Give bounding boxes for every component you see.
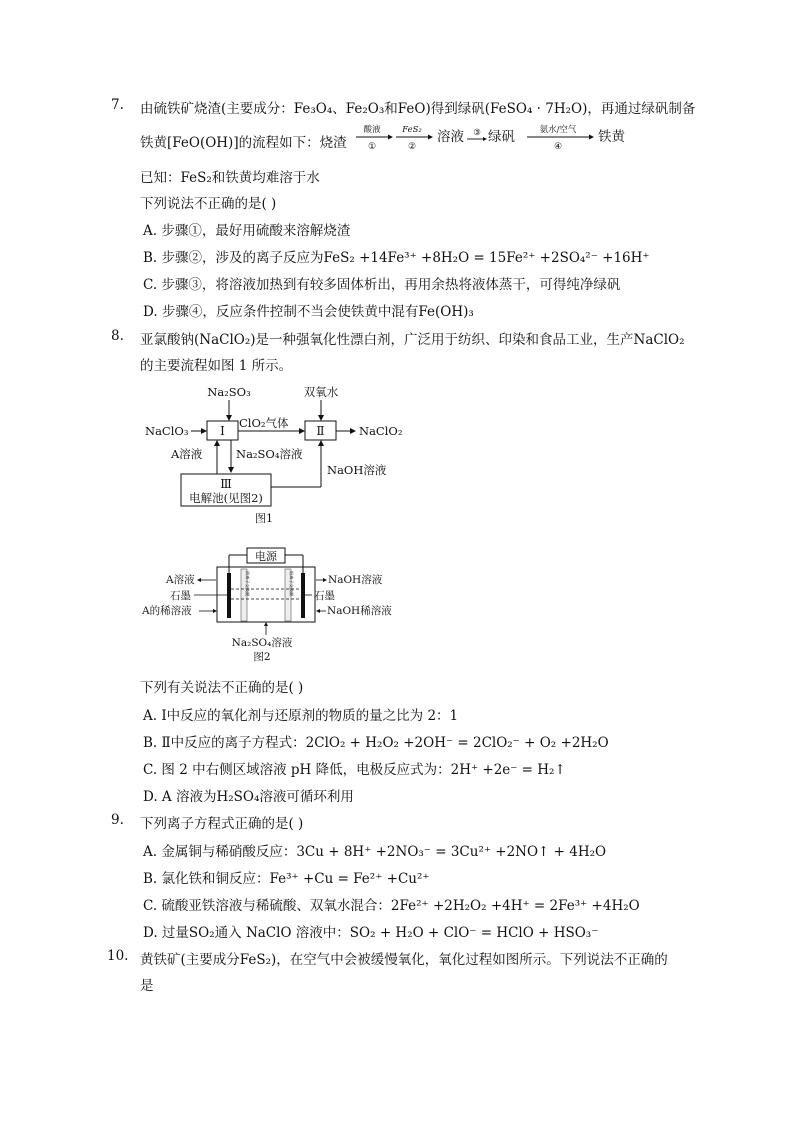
flow-node: 铁黄 — [598, 129, 625, 145]
stream-label: A溶液 — [171, 447, 203, 461]
question-stem: 下列说法不正确的是( ) — [140, 196, 277, 212]
membrane-label: 阳离子交换膜 — [289, 571, 294, 597]
flow-prefix: 铁黄[FeO(OH)]的流程如下：烧渣 — [140, 135, 347, 151]
option-d: D. 步骤④，反应条件控制不当会使铁黄中混有Fe(OH)₃ — [143, 304, 474, 320]
option-a: A. 步骤①，最好用硫酸来溶解烧渣 — [143, 223, 351, 239]
arrow-label: 酸液 — [363, 125, 381, 135]
step-label: ③ — [473, 128, 481, 138]
question-text: 亚氯酸钠(NaClO₂)是一种强氧化性漂白剂，广泛用于纺织、印染和食品工业，生产NaClO₂ — [140, 332, 685, 348]
option-c: C. 硫酸亚铁溶液与稀硫酸、双氧水混合：2Fe²⁺ +2H₂O₂ +4H⁺ = 2Fe³⁺ +4H₂O — [143, 898, 640, 914]
reactor-label: 电解池(见图2) — [189, 491, 263, 505]
option-a: A. 金属铜与稀硝酸反应：3Cu + 8H⁺ +2NO₃⁻ = 3Cu²⁺ +2NO↑ + 4H₂O — [143, 844, 607, 860]
membrane-label: 阴离子交换膜 — [245, 571, 250, 597]
question-text: 是 — [140, 978, 154, 994]
figure-caption: 图2 — [253, 651, 271, 663]
power-label: 电源 — [255, 550, 277, 563]
stream-label: A溶液 — [166, 574, 195, 586]
question-number: 7. — [111, 97, 124, 113]
electrode-label: 石墨 — [314, 590, 335, 602]
reagent-label: 双氧水 — [303, 385, 339, 399]
option-a: A. Ⅰ中反应的氧化剂与还原剂的物质的量之比为 2：1 — [143, 708, 459, 724]
electrode-label: 石墨 — [170, 590, 191, 602]
stream-label: Na₂SO₄溶液 — [231, 637, 293, 649]
question-text: 由硫铁矿烧渣(主要成分：Fe₃O₄、Fe₂O₃和FeO)得到绿矾(FeSO₄ · 7H₂O)，再通过绿矾制备 — [140, 101, 696, 117]
reagent-label: Na₂SO₃ — [207, 385, 251, 399]
stream-label: Na₂SO₄溶液 — [236, 447, 303, 461]
graphite-electrode-left — [227, 573, 231, 618]
question-number: 9. — [111, 812, 124, 828]
option-c: C. 步骤③，将溶液加热到有较多固体析出，再用余热将液体蒸干，可得纯净绿矾 — [143, 277, 621, 293]
product-label: NaClO₂ — [359, 424, 403, 438]
flow-diagram — [355, 122, 715, 156]
graphite-electrode-right — [301, 573, 305, 618]
step-label: ④ — [553, 142, 563, 152]
cell-tank — [217, 567, 315, 622]
figure-caption: 图1 — [255, 512, 273, 525]
option-b: B. 氯化铁和铜反应：Fe³⁺ +Cu = Fe²⁺ +Cu²⁺ — [143, 871, 430, 887]
reactor-label: Ⅲ — [220, 477, 232, 491]
question-stem: 下列有关说法不正确的是( ) — [140, 680, 304, 696]
flow-node: 溶液 — [437, 129, 464, 145]
option-d: D. A 溶液为H₂SO₄溶液可循环利用 — [143, 789, 354, 805]
figure-1-flowchart — [140, 378, 430, 528]
gas-label: ClO₂气体 — [239, 416, 289, 430]
question-text: 黄铁矿(主要成分FeS₂)，在空气中会被缓慢氧化，氧化过程如图所示。下列说法不正确的 — [140, 952, 668, 968]
stream-label: NaOH溶液 — [327, 463, 387, 477]
stream-label: NaOH溶液 — [328, 574, 383, 586]
reactor-label: Ⅱ — [316, 424, 325, 438]
question-number: 10. — [107, 948, 129, 964]
known-condition: 已知：FeS₂和铁黄均难溶于水 — [140, 170, 320, 186]
option-c: C. 图 2 中右侧区域溶液 pH 降低，电极反应式为：2H⁺ +2e⁻ = H₂↑ — [143, 762, 566, 778]
arrow-label: FeS₂ — [402, 125, 422, 135]
question-stem: 下列离子方程式正确的是( ) — [140, 816, 304, 832]
question-text: 的主要流程如图 1 所示。 — [140, 358, 293, 374]
stream-label: NaOH稀溶液 — [327, 605, 392, 617]
reagent-label: NaClO₃ — [145, 424, 189, 438]
stream-label: A的稀溶液 — [142, 605, 192, 617]
arrow-label: 氨水/空气 — [539, 125, 577, 135]
reactor-label: Ⅰ — [220, 424, 225, 438]
option-b: B. 步骤②，涉及的离子反应为FeS₂ +14Fe³⁺ +8H₂O = 15Fe²⁺ +2SO₄²⁻ +16H⁺ — [143, 250, 650, 266]
figure-2-electrolysis-cell — [140, 545, 400, 665]
step-label: ① — [367, 142, 377, 152]
option-b: B. Ⅱ中反应的离子方程式：2ClO₂ + H₂O₂ +2OH⁻ = 2ClO₂⁻ + O₂ +2H₂O — [143, 735, 609, 751]
step-label: ② — [407, 142, 417, 152]
question-number: 8. — [111, 328, 124, 344]
flow-node: 绿矾 — [488, 129, 515, 145]
option-d: D. 过量SO₂通入 NaClO 溶液中：SO₂ + H₂O + ClO⁻ = HClO + HSO₃⁻ — [143, 925, 599, 941]
